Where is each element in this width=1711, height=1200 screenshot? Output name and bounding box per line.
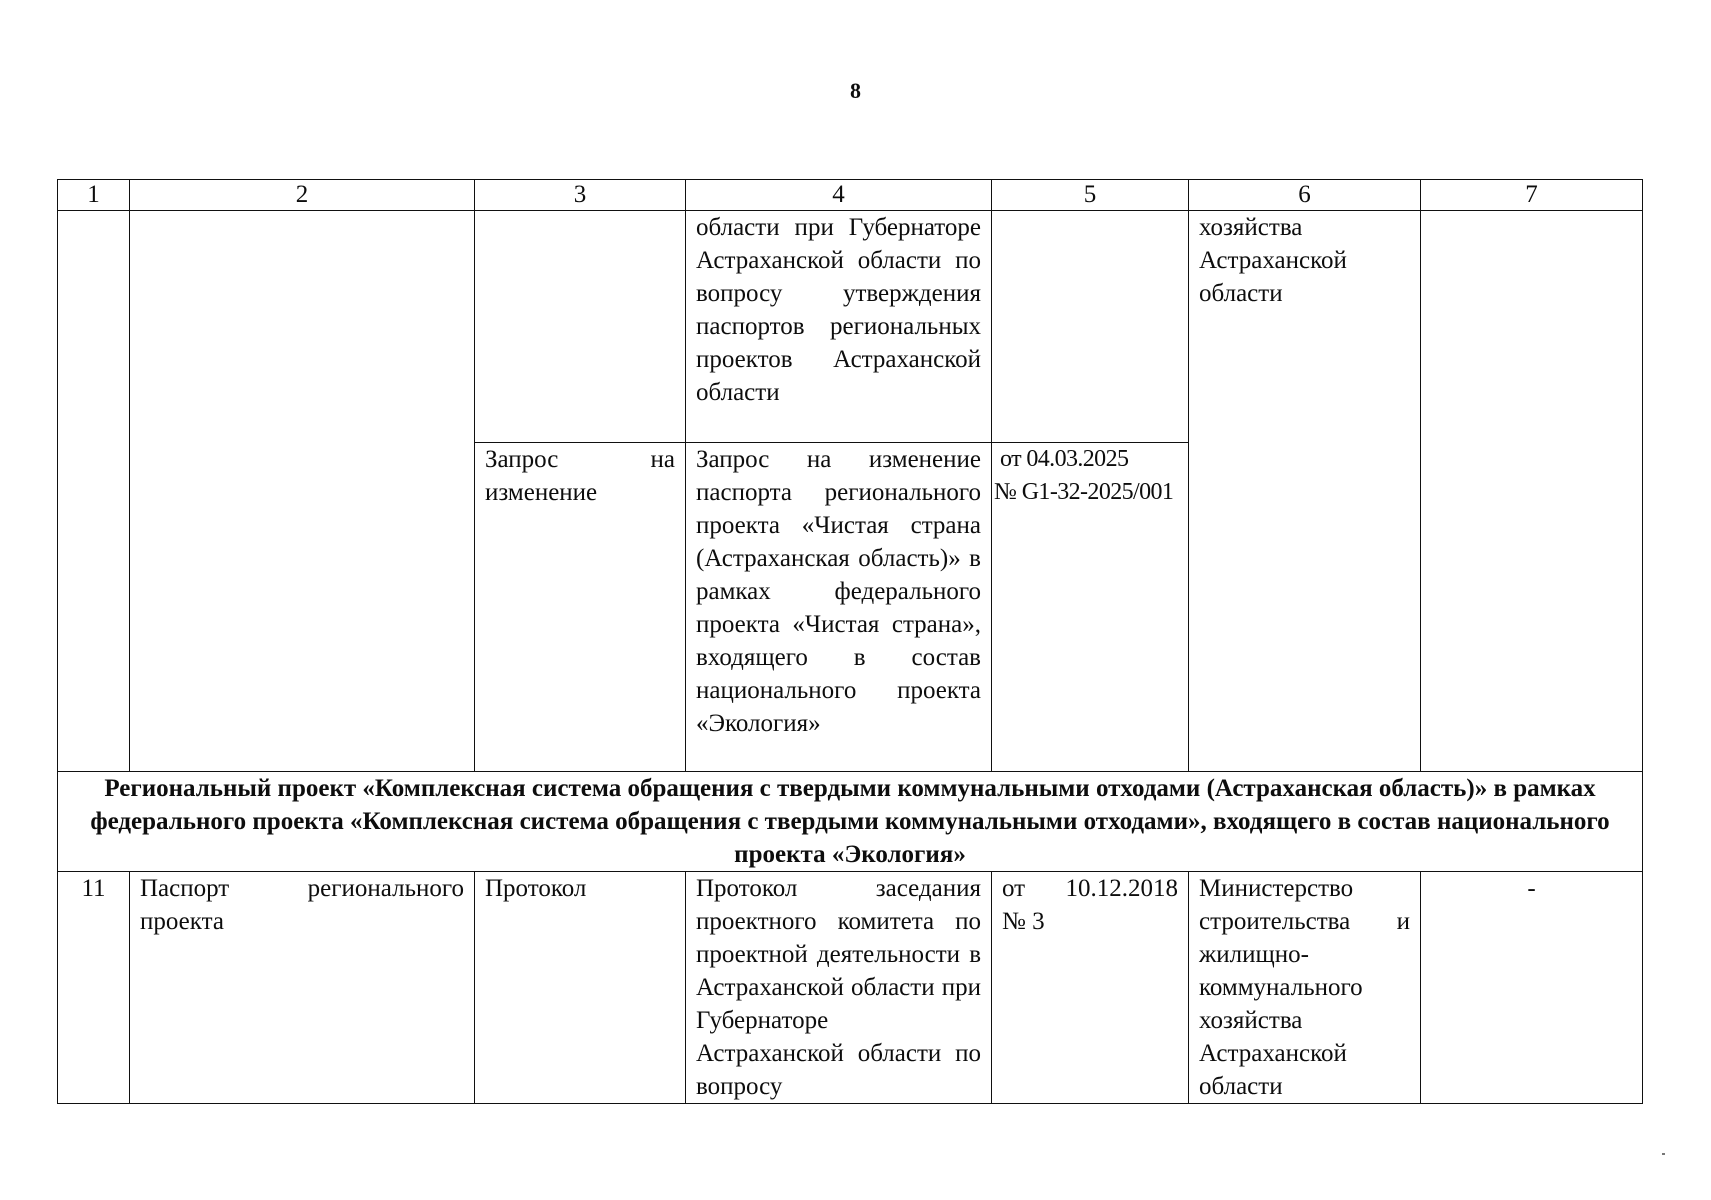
row-11-description: Протокол заседания проектного комитета по проектной деятельности в Астраханской области при Губернаторе Астраханской области по вопросу: [686, 872, 992, 1104]
column-header-1: 1: [58, 180, 130, 211]
continuation-col2: [130, 211, 475, 772]
continuation-row: [58, 211, 1643, 443]
section-heading: Региональный проект «Комплексная система обращения с твердыми коммунальными отходами (Астраханская область)» в рамках федерального проекта «Комплексная система обращения с твердыми коммунальными отходами», входящего в состав национального проекта «Экология»: [58, 772, 1643, 872]
continuation-col6: хозяйства Астраханской области: [1189, 211, 1421, 772]
header-row: [58, 180, 1643, 211]
change-request-type: Запрос на изменение: [475, 443, 686, 772]
row-11-document: Паспорт регионального проекта: [130, 872, 475, 1104]
column-header-4: 4: [686, 180, 992, 211]
page-number: 8: [850, 78, 861, 103]
change-request-number: № G1-32-2025/001: [994, 479, 1174, 505]
documents-table: [57, 179, 1643, 1104]
change-request-description: Запрос на изменение паспорта регионального проекта «Чистая страна (Астраханская область)» в рамках федерального проекта «Чистая страна», входящего в состав национального проекта «Экология»: [686, 443, 992, 772]
change-request-date: от 04.03.2025: [1000, 446, 1129, 472]
row-11-responsible: Министерство строительства и жилищно-коммунального хозяйства Астраханской области: [1189, 872, 1421, 1104]
column-header-5: 5: [992, 180, 1189, 211]
row-11-document-type: Протокол: [475, 872, 686, 1104]
continuation-col4: области при Губернаторе Астраханской области по вопросу утверждения паспортов региональных проектов Астраханской области: [686, 211, 992, 443]
row-11-number: 11: [58, 872, 130, 1104]
row-11-date: от 10.12.2018: [1002, 875, 1178, 902]
row-11-note: -: [1421, 872, 1643, 1104]
column-header-7: 7: [1421, 180, 1643, 211]
scan-speck: [1662, 1153, 1665, 1155]
column-header-6: 6: [1189, 180, 1421, 211]
continuation-col7: [1421, 211, 1643, 772]
column-header-3: 3: [475, 180, 686, 211]
table-row: [58, 872, 1643, 1104]
continuation-col5: [992, 211, 1189, 443]
continuation-col1: [58, 211, 130, 772]
continuation-col3: [475, 211, 686, 443]
column-header-2: 2: [130, 180, 475, 211]
change-request-details: [992, 443, 1189, 772]
row-11-number-ref: № 3: [1002, 908, 1045, 935]
section-heading-row: [58, 772, 1643, 872]
row-11-details: [992, 872, 1189, 1104]
